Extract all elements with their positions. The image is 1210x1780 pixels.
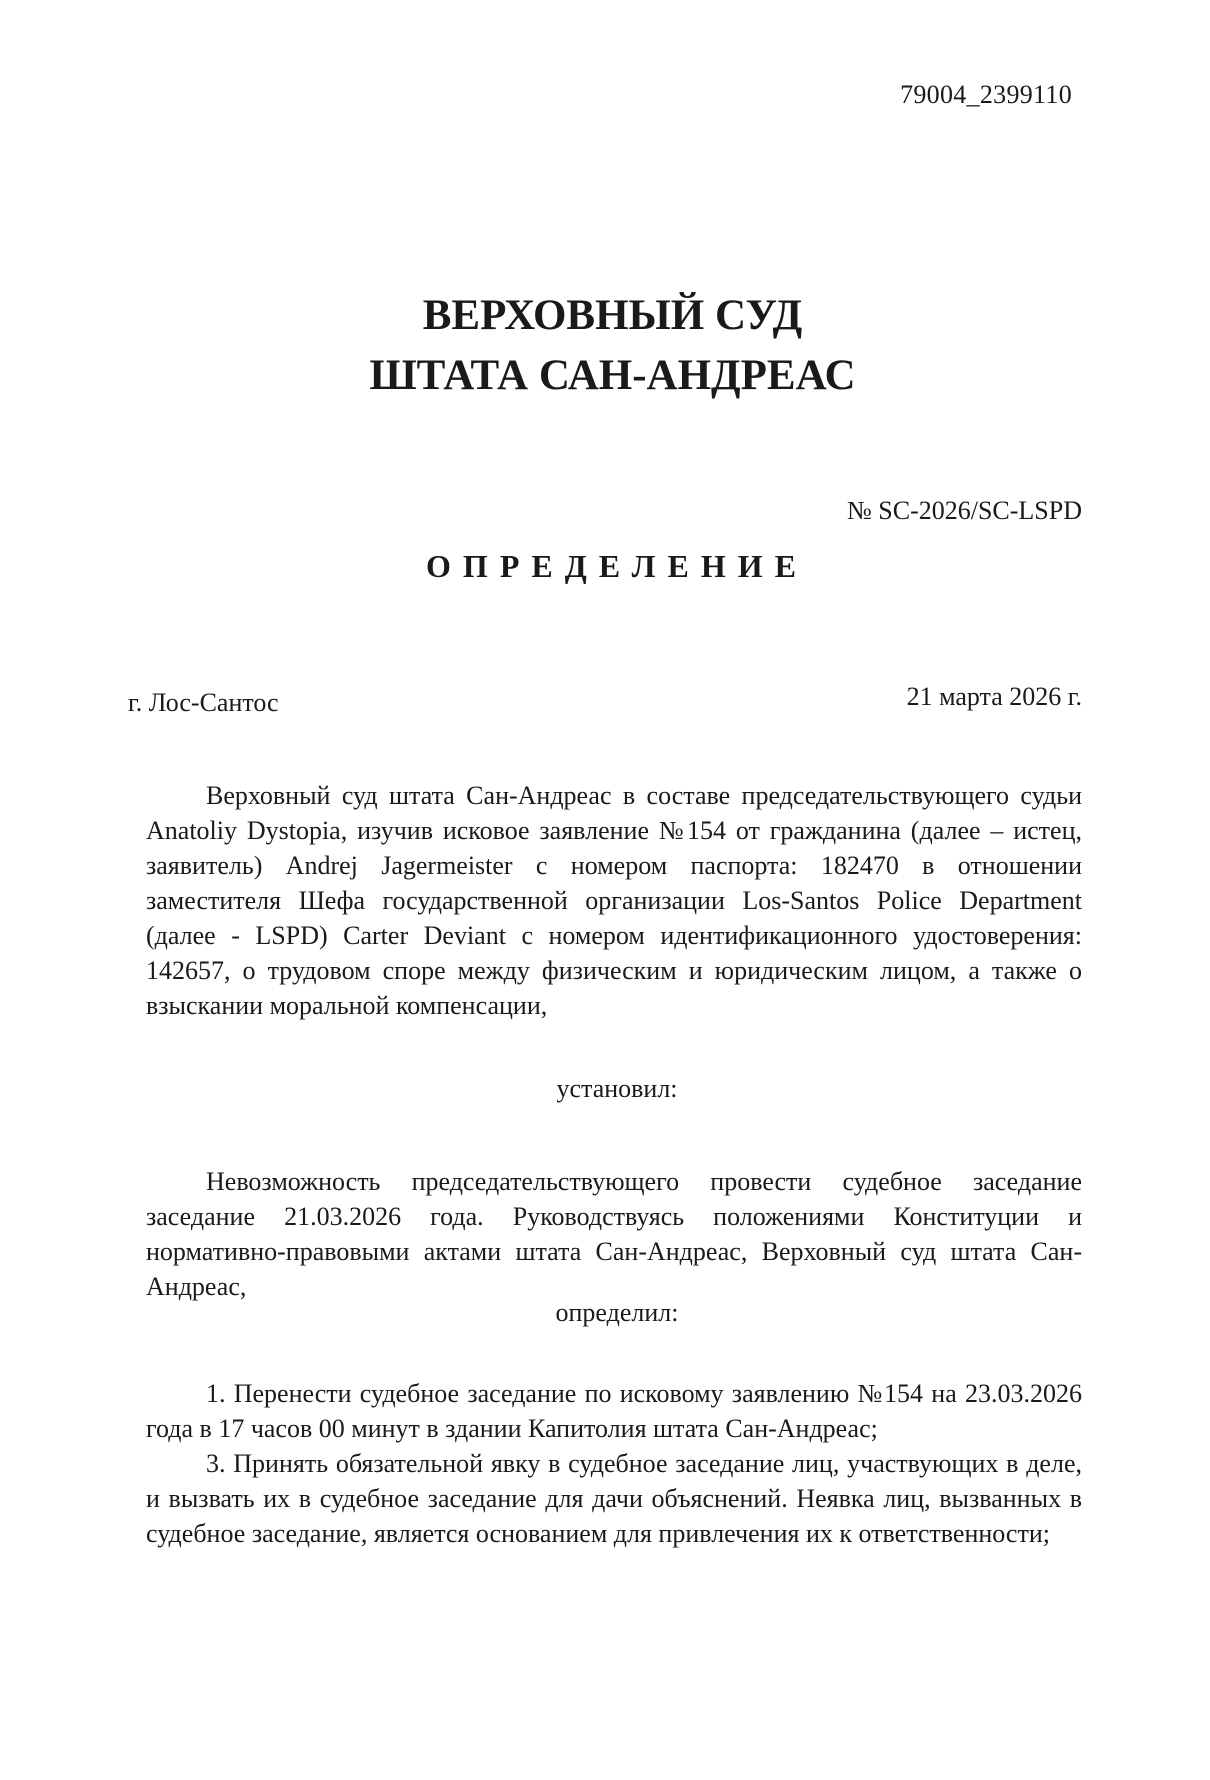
court-title: [0, 286, 1210, 406]
ruling-item-1: 1. Перенести судебное заседание по исковому заявлению №154 на 23.03.2026 года в 17 часов 00 минут в здании Капитолия штата Сан-Андреас;: [146, 1379, 1082, 1443]
document-type-heading: ОПРЕДЕЛЕНИЕ: [426, 548, 808, 584]
case-number: № SC-2026/SC-LSPD: [846, 496, 1082, 525]
court-title-line-1: ВЕРХОВНЫЙ СУД: [422, 292, 803, 339]
ruled-heading: определил:: [555, 1298, 679, 1327]
ruling-item-3: 3. Принять обязательной явку в судебное заседание лиц, участвующих в деле, и вызвать их в судебное заседание для дачи объяснений. Неявка лиц, вызванных в судебное заседание, является основанием для привлечения их к ответственности;: [146, 1449, 1082, 1548]
intro-paragraph: Верховный суд штата Сан-Андреас в составе председательствующего судьи Anatoliy Dystopia, изучив исковое заявление №154 от гражданина (далее – истец, заявитель) Andrej Jagermeister с номером паспорта: 182470 в отношении заместителя Шефа государственной организации Los-Santos Police Department (далее - LSPD) Carter Deviant с номером идентификационного удостоверения: 142657, о трудовом споре между физическим и юридическим лицом, а также о взыскании моральной компенсации,: [146, 781, 1082, 1020]
reason-paragraph: Невозможность председательствующего провести судебное заседание заседание 21.03.2026 года. Руководствуясь положениями Конституции и нормативно-правовыми актами штата Сан-Андреас, Верховный суд штата Сан-Андреас,: [146, 1167, 1082, 1301]
document-id: 79004_2399110: [900, 80, 1072, 109]
court-title-line-2: ШТАТА САН-АНДРЕАС: [369, 352, 856, 399]
established-heading: установил:: [556, 1074, 678, 1103]
city: г. Лос-Сантос: [128, 688, 279, 717]
document-date: 21 марта 2026 г.: [906, 682, 1082, 711]
